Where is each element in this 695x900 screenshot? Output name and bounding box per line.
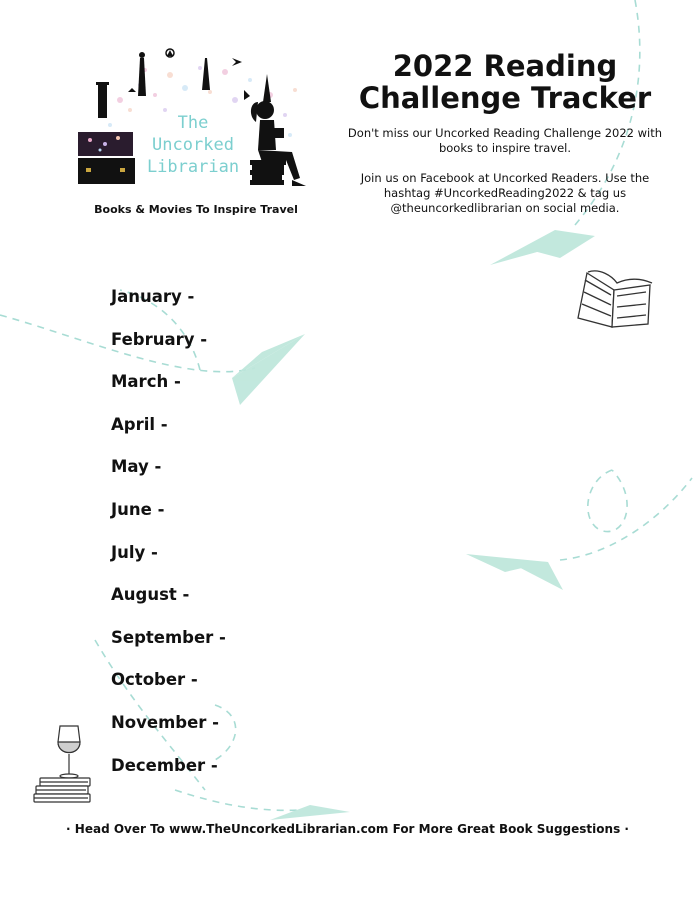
month-february: February - — [111, 329, 208, 349]
month-april: April - — [111, 414, 168, 434]
paper-plane-icon — [490, 230, 595, 265]
travel-landmarks-icon — [96, 49, 271, 118]
month-may: May - — [111, 457, 162, 477]
paper-plane-icon — [232, 334, 305, 405]
intro-paragraph-1: Don't miss our Uncorked Reading Challenge 2022 with books to inspire travel. — [347, 126, 663, 155]
month-list — [111, 285, 226, 796]
month-august: August - — [111, 585, 190, 605]
title-line-2: Challenge Tracker — [358, 81, 652, 115]
page-title — [345, 50, 665, 114]
reader-silhouette-icon — [250, 101, 306, 186]
wine-glass-on-books-icon — [34, 726, 90, 802]
paper-plane-icon — [270, 805, 350, 820]
month-january: January - — [111, 287, 195, 306]
suitcase-icon — [78, 132, 135, 184]
brand-tagline: Books & Movies To Inspire Travel — [94, 203, 298, 216]
intro-paragraph-2: Join us on Facebook at Uncorked Readers. Use the hashtag #UncorkedReading2022 & tag us @theuncorkedlibrarian on social media. — [360, 171, 650, 215]
month-march: March - — [111, 372, 181, 392]
logo-wordmark — [138, 112, 248, 178]
logo-word-the: The — [177, 113, 209, 133]
paper-plane-icon — [466, 554, 563, 590]
month-november: November - — [111, 712, 220, 732]
logo-word-librarian: Librarian — [146, 157, 240, 177]
title-line-1: 2022 Reading — [392, 49, 618, 83]
open-book-icon — [578, 271, 652, 327]
month-december: December - — [111, 755, 218, 775]
intro-text — [345, 126, 665, 231]
month-october: October - — [111, 670, 198, 690]
month-september: September - — [111, 627, 226, 647]
footer-website-link[interactable]: · Head Over To www.TheUncorkedLibrarian.com For More Great Book Suggestions · — [66, 822, 629, 836]
month-june: June - — [111, 499, 165, 519]
uncorked-librarian-logo — [60, 40, 340, 230]
month-july: July - — [111, 542, 158, 562]
logo-word-uncorked: Uncorked — [152, 135, 234, 155]
